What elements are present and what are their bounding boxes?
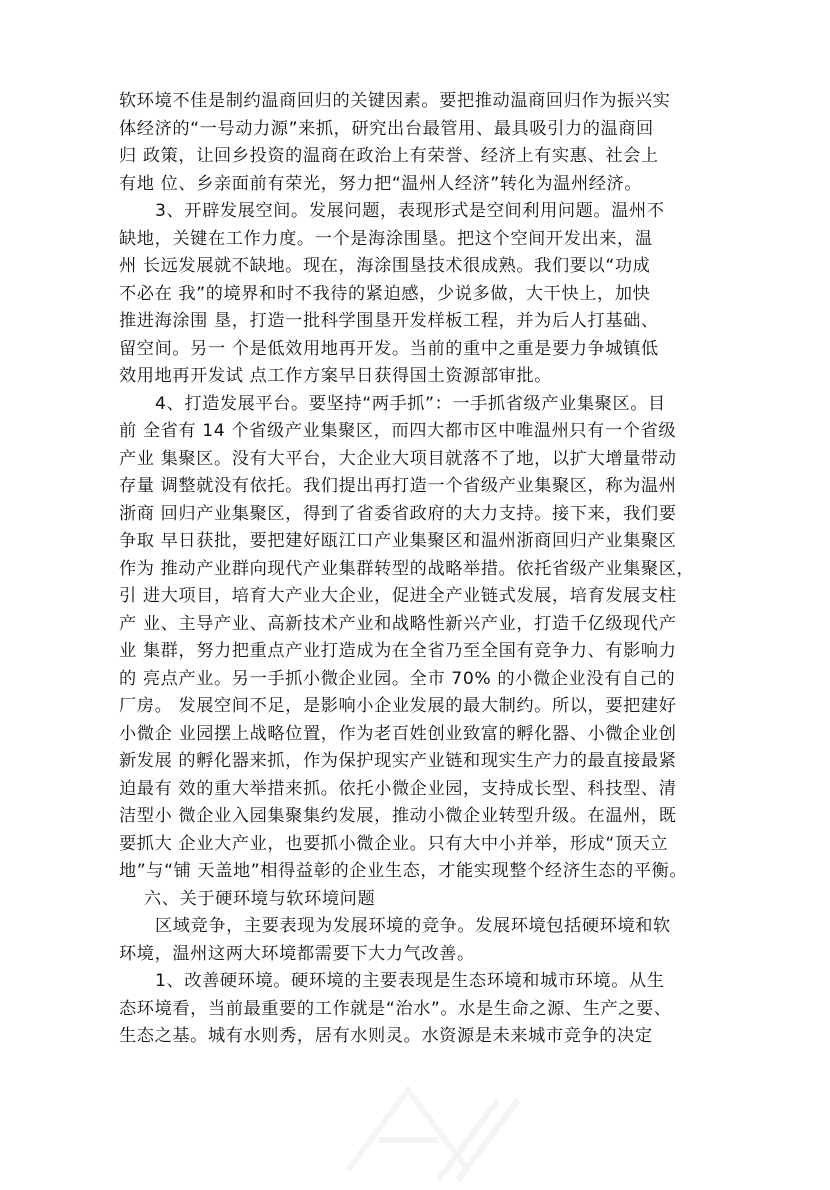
section-heading: 六、关于硬环境与软环境问题 (144, 888, 376, 909)
text-line: 新发展 的孵化器来抓，作为保护现实产业链和现实生产力的最直接最紧 (119, 751, 677, 771)
text-line: 缺地，关键在工作力度。一个是海涂围垦。把这个空间开发出来，温 (119, 228, 653, 249)
text-line: 不必在 我”的境界和时不我待的紧迫感，少说多做，大干快上，加快 (119, 283, 651, 304)
text-line: 厂房。 发展空间不足，是影响小企业发展的最大制约。所以，要把建好 (119, 696, 677, 716)
text-line: 小微企 业园摆上战略位置，作为老百姓创业致富的孵化器、小微企业创 (119, 723, 677, 744)
text-line: 引 进大项目，培育大产业大企业，促进全产业链式发展，培育发展支柱 (119, 586, 677, 606)
paragraph-start-line: 区域竞争，主要表现为发展环境的竞争。发展环境包括硬环境和软 (155, 916, 671, 936)
watermark-graphic (318, 1060, 528, 1190)
text-line: 态环境看，当前最重要的工作就是“治水”。水是生命之源、生产之要、 (119, 998, 672, 1019)
text-line: 有地 位、乡亲面前有荣光，努力把“温州人经济”转化为温州经济。 (119, 173, 643, 194)
text-line: 生态之基。城有水则秀，居有水则灵。水资源是未来城市竞争的决定 (119, 1026, 653, 1046)
text-line: 存量 调整就没有依托。我们提出再打造一个省级产业集聚区，称为温州 (119, 476, 677, 496)
text-line: 推进海涂围 垦，打造一批科学围垦开发样板工程，并为后人打基础、 (119, 311, 659, 331)
text-line: 归 政策，让回乡投资的温商在政治上有荣誉、经济上有实惠、社会上 (119, 146, 659, 166)
text-line: 争取 早日获批，要把建好瓯江口产业集聚区和温州浙商回归产业集聚区 (119, 531, 677, 551)
text-line: 业 集群，努力把重点产业打造成为在全省乃至全国有竞争力、有影响力 (119, 641, 677, 661)
paragraph-start-line: 1、改善硬环境。硬环境的主要表现是生态环境和城市环境。从生 (155, 971, 665, 991)
text-line: 浙商 回归产业集聚区，得到了省委省政府的大力支持。接下来，我们要 (119, 503, 677, 524)
text-line: 产业 集聚区。没有大平台，大企业大项目就落不了地，以扩大增量带动 (119, 448, 677, 469)
text-line: 环境，温州这两大环境都需要下大力气改善。 (119, 943, 475, 964)
paragraph-start-line: 3、开辟发展空间。发展问题，表现形式是空间利用问题。温州不 (155, 201, 665, 221)
paragraph-start-line: 4、打造发展平台。要坚持“两手抓”：一手抓省级产业集聚区。目 (155, 393, 666, 414)
text-line: 迫最有 效的重大举措来抓。依托小微企业园，支持成长型、科技型、清 (119, 778, 677, 799)
text-line: 要抓大 企业大产业，也要抓小微企业。只有大中小并举，形成“顶天立 (119, 833, 669, 854)
text-line: 产 业、主导产业、高新技术产业和战略性新兴产业，打造千亿级现代产 (119, 613, 677, 634)
text-line: 的 亮点产业。另一手抓小微企业园。全市 70% 的小微企业没有自己的 (119, 668, 676, 689)
document-body (119, 88, 721, 1051)
text-line: 地”与“铺 天盖地”相得益彰的企业生态，才能实现整个经济生态的平衡。 (119, 861, 688, 881)
text-line: 体经济的“一号动力源”来抓，研究出台最管用、最具吸引力的温商回 (119, 118, 654, 139)
text-line: 作为 推动产业群向现代产业集群转型的战略举措。依托省级产业集聚区， (119, 558, 695, 579)
text-line: 留空间。另一 个是低效用地再开发。当前的重中之重是要力争城镇低 (119, 338, 659, 359)
text-line: 州 长远发展就不缺地。现在，海涂围垦技术很成熟。我们要以“功成 (119, 256, 651, 276)
text-line: 洁型小 微企业入园集聚集约发展，推动小微企业转型升级。在温州，既 (119, 806, 677, 826)
text-line: 前 全省有 14 个省级产业集聚区，而四大都市区中唯温州只有一个省级 (119, 421, 677, 441)
text-line: 软环境不佳是制约温商回归的关键因素。要把推动温商回归作为振兴实 (119, 91, 671, 111)
text-line: 效用地再开发试 点工作方案早日获得国土资源部审批。 (119, 366, 552, 386)
